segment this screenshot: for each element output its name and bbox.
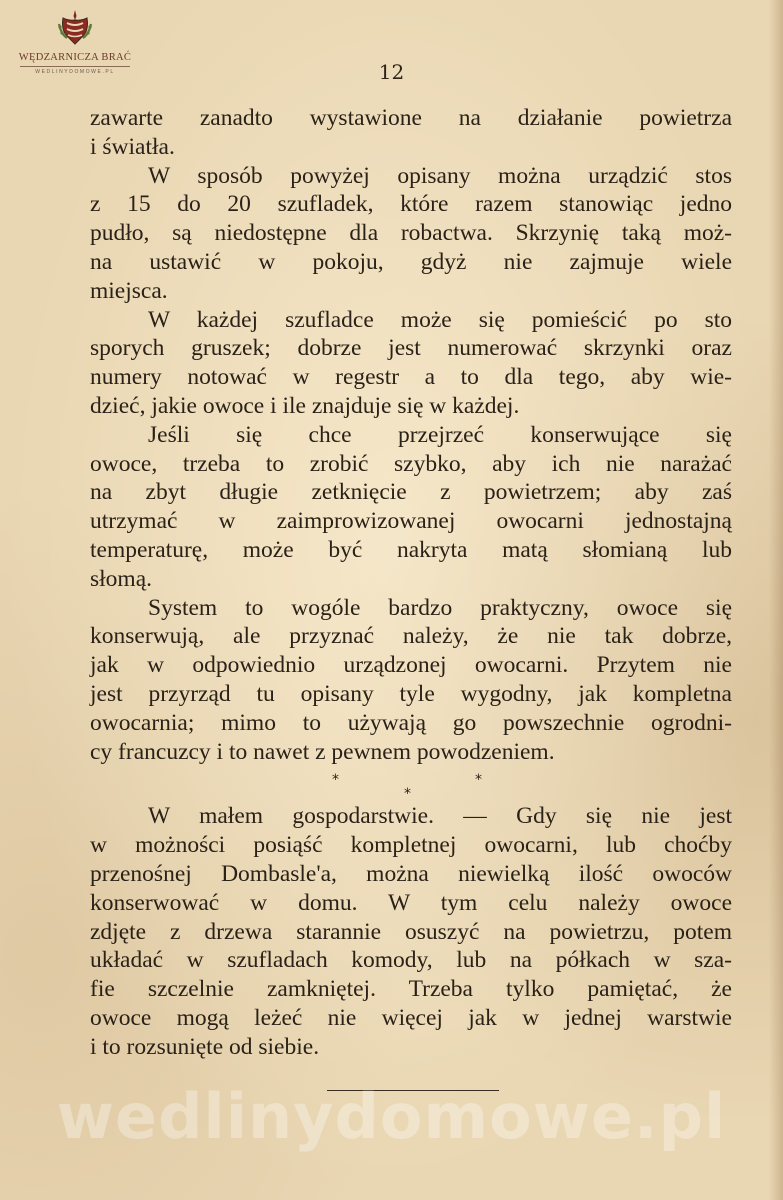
text-line: fie szczelnie zamkniętej. Trzeba tylko pamiętać, że [90,976,732,1003]
text-line: z 15 do 20 szufladek, które razem stanowiąc jedno [90,191,732,218]
text-line: na zbyt długie zetknięcie z powietrzem; aby zaś [90,479,732,506]
text-line: owoce, trzeba to zrobić szybko, aby ich nie narażać [90,450,732,477]
text-line: na ustawić w pokoju, gdyż nie zajmuje wiele [90,248,732,275]
text-line: owocarnia; mimo to używają go powszechnie ogrodni- [90,709,732,736]
text-line: układać w szufladach komody, lub na półkach w sza- [90,947,732,974]
asterism-divider [90,766,732,802]
logo-subtitle: WEDLINYDOMOWE.PL [35,69,115,75]
text-line: słomą. [90,565,153,592]
text-line: System to wogóle bardzo praktyczny, owoce się [148,594,732,621]
text-line: jak w odpowiednio urządzonej owocarni. Przytem nie [90,652,732,679]
page-number: 12 [378,60,405,84]
text-line: przenośnej Dombasle'a, można niewielką ilość owoców [90,860,732,887]
text-line: konserwować w domu. W tym celu należy owoce [90,889,732,916]
text-line: miejsca. [90,277,168,304]
text-line: utrzymać w zaimprowizowanej owocarni jednostajną [90,508,732,535]
text-line: zawarte zanadto wystawione na działanie powietrza [90,105,732,131]
asterism-star: * [475,772,482,789]
text-line: Jeśli się chce przejrzeć konserwujące się [148,421,732,448]
asterism-star: * [332,772,339,789]
text-line: zdjęte z drzewa starannie osuszyć na powietrzu, potem [90,918,732,945]
text-line: i to rozsunięte od siebie. [90,1033,320,1060]
text-line: w możności posiąść kompletnej owocarni, lub choćby [90,832,732,859]
text-line: dzieć, jakie owoce i ile znajduje się w każdej. [90,392,520,419]
crest-icon [55,8,95,48]
text-line: W sposób powyżej opisany można urządzić stos [148,162,732,189]
text-line: numery notować w regestr a to dla tego, aby wie- [90,364,732,391]
text-line: i światła. [90,133,175,160]
text-line: sporych gruszek; dobrze jest numerować skrzynki oraz [90,335,732,362]
text-line: W małem gospodarstwie. — Gdy się nie jest [148,803,732,830]
body-text [90,104,732,1062]
text-line: temperaturę, może być nakryta matą słomianą lub [90,536,732,563]
text-line: pudło, są niedostępne dla robactwa. Skrzynię taką moż- [90,220,732,247]
text-line: konserwują, ale przyznać należy, że nie tak dobrze, [90,623,732,650]
text-line: W każdej szufladce może się pomieścić po sto [148,306,732,333]
text-line: cy francuzcy i to nawet z pewnem powodzeniem. [90,738,555,765]
logo-title: WĘDZARNICZA BRAĆ [18,52,132,63]
text-line: owoce mogą leżeć nie więcej jak w jednej warstwie [90,1004,732,1031]
asterism-star: * [404,786,411,803]
page-edge-shadow [769,0,783,1200]
watermark: wedlinydomowe.pl [56,1080,727,1153]
text-line: jest przyrząd tu opisany tyle wygodny, jak kompletna [90,680,732,707]
